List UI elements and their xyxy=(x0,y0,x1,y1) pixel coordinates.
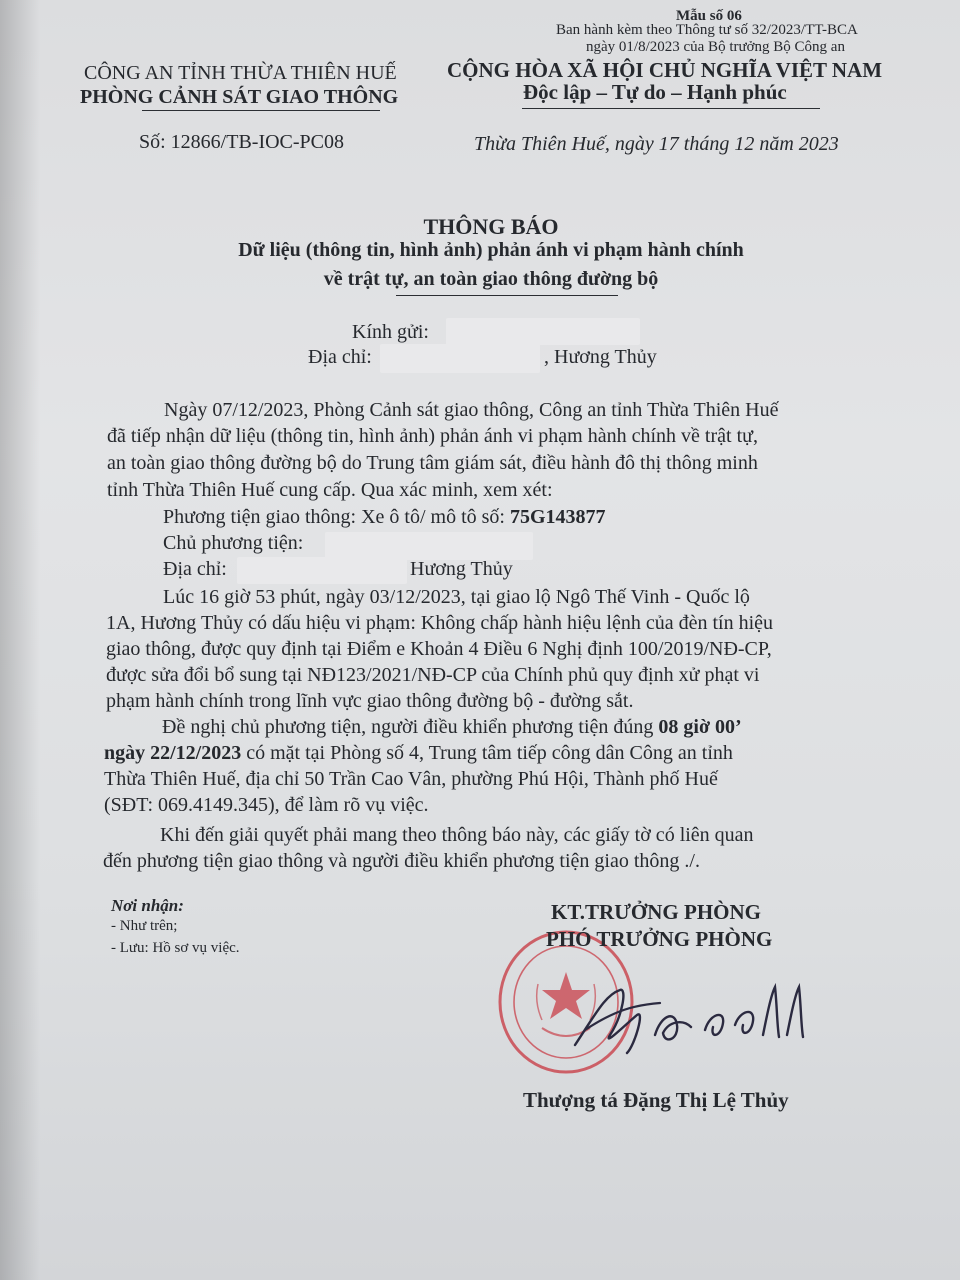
paragraph-2-line-5: phạm hành chính trong lĩnh vực giao thông đường bộ - đường sắt. xyxy=(106,690,634,712)
owner-address-tail: Hương Thủy xyxy=(410,558,513,580)
recipients-heading: Nơi nhận: xyxy=(111,896,184,915)
paragraph-3-line-1 xyxy=(162,716,742,739)
vehicle-plate: 75G143877 xyxy=(509,506,606,528)
paragraph-4-line-1: Khi đến giải quyết phải mang theo thông báo này, các giấy tờ có liên quan xyxy=(160,824,754,846)
appointment-date: ngày 22/12/2023 xyxy=(104,742,242,764)
department-underline xyxy=(142,110,380,111)
issuing-department: PHÒNG CẢNH SÁT GIAO THÔNG xyxy=(80,86,399,108)
paragraph-2-line-4: được sửa đổi bổ sung tại NĐ123/2021/NĐ-CP của Chính phủ quy định xử phạt vi xyxy=(106,664,760,686)
paragraph-4-line-2: đến phương tiện giao thông và người điều khiển phương tiện giao thông ./. xyxy=(103,850,700,872)
issuing-agency: CÔNG AN TỈNH THỪA THIÊN HUẾ xyxy=(84,62,397,84)
recipients-item-1: - Như trên; xyxy=(111,918,178,934)
document-title: THÔNG BÁO xyxy=(423,214,559,239)
appointment-request: Đề nghị chủ phương tiện, người điều khiển phương tiện đúng xyxy=(162,716,659,738)
form-reference-line-1: Ban hành kèm theo Thông tư số 32/2023/TT-BCA xyxy=(556,22,858,38)
signature-title-2: PHÓ TRƯỞNG PHÒNG xyxy=(546,927,773,951)
paragraph-2-line-2: 1A, Hương Thủy có dấu hiệu vi phạm: Không chấp hành hiệu lệnh của đèn tín hiệu xyxy=(106,612,774,634)
page-shadow xyxy=(0,0,40,1280)
recipient-label: Kính gửi: xyxy=(352,321,429,343)
paragraph-3-line-2 xyxy=(104,742,733,765)
appointment-time: 08 giờ 00’ xyxy=(658,716,742,738)
vehicle-line xyxy=(163,506,606,529)
paragraph-3-line-4: (SĐT: 069.4149.345), để làm rõ vụ việc. xyxy=(104,794,429,816)
document-subtitle-line-2: về trật tự, an toàn giao thông đường bộ xyxy=(323,268,659,290)
national-motto: Độc lập – Tự do – Hạnh phúc xyxy=(523,80,787,104)
form-number: Mẫu số 06 xyxy=(676,8,742,24)
recipients-item-2: - Lưu: Hồ sơ vụ việc. xyxy=(111,940,240,956)
place-and-date: Thừa Thiên Huế, ngày 17 tháng 12 năm 2023 xyxy=(474,133,839,155)
paragraph-1-line-2: đã tiếp nhận dữ liệu (thông tin, hình ảnh) phản ánh vi phạm hành chính về trật tự, xyxy=(107,425,758,447)
paragraph-1-line-3: an toàn giao thông đường bộ do Trung tâm giám sát, điều hành đô thị thông minh xyxy=(107,452,758,474)
paragraph-1-line-4: tỉnh Thừa Thiên Huế cung cấp. Qua xác minh, xem xét: xyxy=(107,479,553,501)
recipient-address-label: Địa chỉ: xyxy=(308,346,372,368)
vehicle-label: Phương tiện giao thông: Xe ô tô/ mô tô số: xyxy=(163,506,510,528)
signer-name: Thượng tá Đặng Thị Lệ Thủy xyxy=(523,1088,789,1112)
national-title: CỘNG HÒA XÃ HỘI CHỦ NGHĨA VIỆT NAM xyxy=(447,58,883,82)
paragraph-3-line-3: Thừa Thiên Huế, địa chỉ 50 Trần Cao Vân, phường Phú Hội, Thành phố Huế xyxy=(104,768,718,790)
document-number: Số: 12866/TB-IOC-PC08 xyxy=(139,131,345,153)
owner-label: Chủ phương tiện: xyxy=(163,532,304,554)
recipient-address-tail: , Hương Thủy xyxy=(544,346,657,368)
redacted-recipient-address xyxy=(380,344,540,373)
appointment-place: có mặt tại Phòng số 4, Trung tâm tiếp công dân Công an tỉnh xyxy=(241,742,733,764)
redacted-recipient-name xyxy=(446,318,640,345)
paragraph-2-line-1: Lúc 16 giờ 53 phút, ngày 03/12/2023, tại giao lộ Ngô Thế Vinh - Quốc lộ xyxy=(163,586,750,608)
redacted-owner-address xyxy=(237,557,407,584)
paragraph-2-line-3: giao thông, được quy định tại Điểm e Khoản 4 Điều 6 Nghị định 100/2019/NĐ-CP, xyxy=(106,638,772,660)
document-subtitle-line-1: Dữ liệu (thông tin, hình ảnh) phản ánh vi phạm hành chính xyxy=(238,239,744,261)
motto-underline xyxy=(522,108,820,109)
title-underline xyxy=(396,295,618,296)
owner-address-label: Địa chỉ: xyxy=(163,558,227,580)
handwritten-signature xyxy=(565,975,835,1065)
paragraph-1-line-1: Ngày 07/12/2023, Phòng Cảnh sát giao thông, Công an tỉnh Thừa Thiên Huế xyxy=(164,399,779,421)
form-reference-line-2: ngày 01/8/2023 của Bộ trưởng Bộ Công an xyxy=(586,39,845,55)
signature-title-1: KT.TRƯỞNG PHÒNG xyxy=(551,900,761,924)
redacted-owner-name xyxy=(325,532,533,560)
